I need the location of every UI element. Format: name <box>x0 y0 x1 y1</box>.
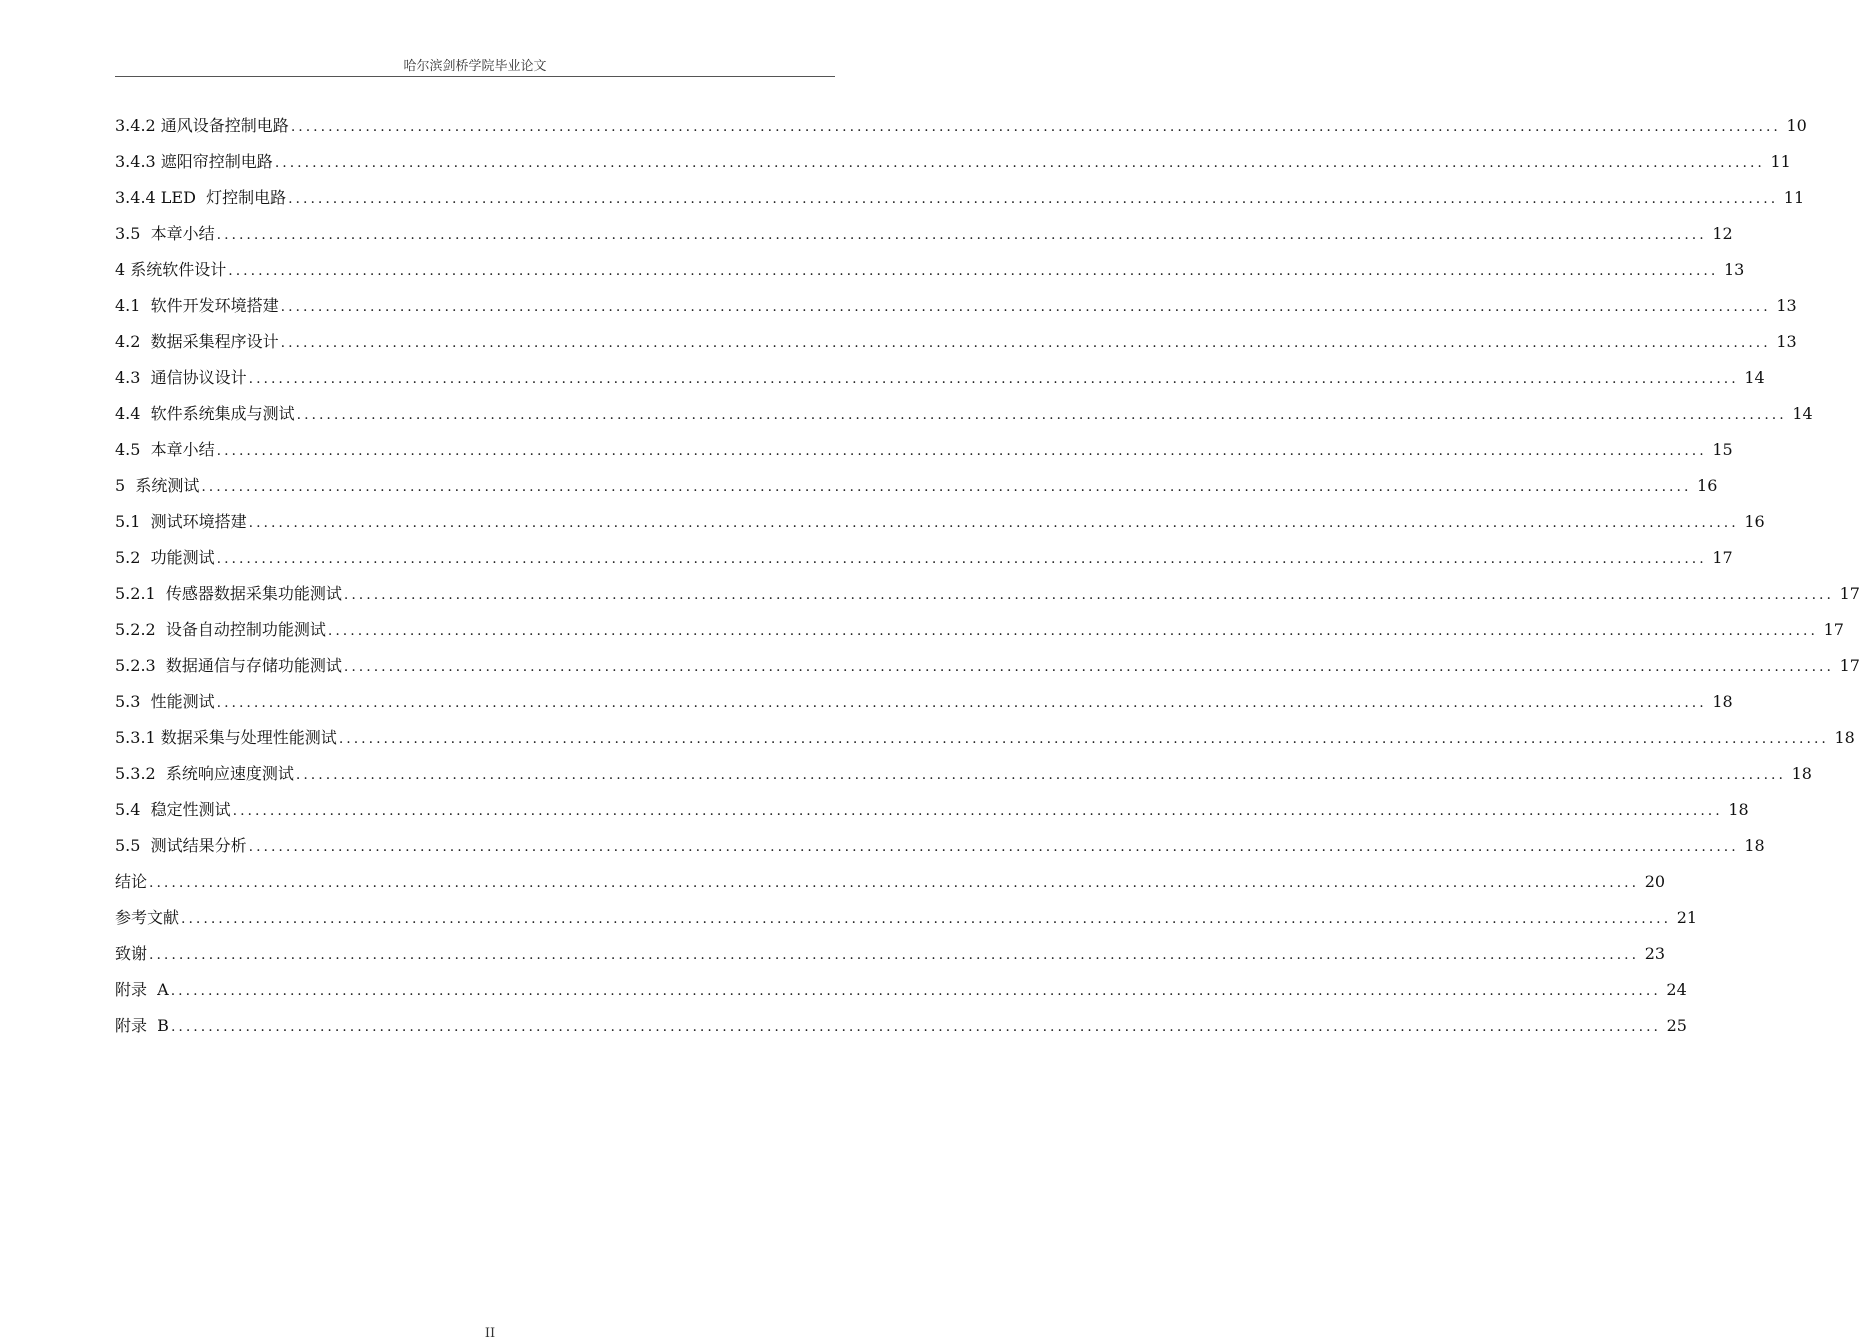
toc-dot-leader: ........................................................................................................................................................................................................ <box>327 623 1818 639</box>
toc-entry-page: 17 <box>1839 584 1860 603</box>
toc-entry-title: 5 系统测试 <box>115 476 200 495</box>
toc-entry-title: 5.5 测试结果分析 <box>115 836 247 855</box>
toc-entry[interactable] <box>115 900 1698 936</box>
toc-entry-title: 附录 B <box>115 1016 169 1035</box>
toc-entry-title: 5.2.3 数据通信与存储功能测试 <box>115 656 342 675</box>
toc-entry-page: 18 <box>1712 692 1733 711</box>
toc-entry-title: 3.5 本章小结 <box>115 224 215 243</box>
toc-dot-leader: ........................................................................................................................................................................................................ <box>149 875 1640 891</box>
toc-entry-title: 3.4.2 通风设备控制电路 <box>115 116 289 135</box>
toc-entry[interactable] <box>115 504 1765 540</box>
toc-entry-title: 5.4 稳定性测试 <box>115 800 231 819</box>
toc-entry-title: 参考文献 <box>115 908 180 927</box>
toc-entry-page: 13 <box>1776 332 1797 351</box>
toc-entry-page: 13 <box>1776 296 1797 315</box>
toc-entry-page: 20 <box>1644 872 1666 891</box>
toc-dot-leader: ........................................................................................................................................................................................................ <box>170 983 1661 999</box>
toc-entry-page: 17 <box>1839 656 1860 675</box>
toc-entry-page: 18 <box>1834 728 1855 747</box>
toc-entry-title: 5.2 功能测试 <box>115 548 215 567</box>
toc-entry[interactable] <box>115 108 1807 144</box>
toc-entry[interactable] <box>115 540 1733 576</box>
toc-dot-leader: ........................................................................................................................................................................................................ <box>232 803 1723 819</box>
toc-entry-page: 23 <box>1644 944 1666 963</box>
toc-entry-title: 4.4 软件系统集成与测试 <box>115 404 295 423</box>
toc-entry-page: 13 <box>1723 260 1745 279</box>
toc-entry-page: 16 <box>1697 476 1718 495</box>
toc-dot-leader: ........................................................................................................................................................................................................ <box>274 155 1765 171</box>
toc-dot-leader: ........................................................................................................................................................................................................ <box>343 659 1834 675</box>
toc-entry-title: 5.3.2 系统响应速度测试 <box>115 764 294 783</box>
toc-entry-title: 4.2 数据采集程序设计 <box>115 332 279 351</box>
header-rule <box>115 76 835 77</box>
toc-entry-page: 17 <box>1712 548 1733 567</box>
toc-entry[interactable] <box>115 648 1860 684</box>
toc-entry[interactable] <box>115 252 1745 288</box>
toc-dot-leader: ........................................................................................................................................................................................................ <box>248 515 1739 531</box>
toc-entry-page: 25 <box>1666 1016 1687 1035</box>
toc-dot-leader: ........................................................................................................................................................................................................ <box>228 263 1719 279</box>
toc-dot-leader: ........................................................................................................................................................................................................ <box>201 479 1692 495</box>
toc-entry-title: 5.2.2 设备自动控制功能测试 <box>115 620 326 639</box>
toc-entry-page: 16 <box>1744 512 1765 531</box>
toc-dot-leader: ........................................................................................................................................................................................................ <box>216 695 1707 711</box>
toc-entry[interactable] <box>115 684 1733 720</box>
toc-entry[interactable] <box>115 180 1805 216</box>
toc-entry-page: 18 <box>1728 800 1749 819</box>
toc-entry[interactable] <box>115 720 1855 756</box>
toc-dot-leader: ........................................................................................................................................................................................................ <box>248 839 1739 855</box>
toc-entry-title: 附录 A <box>115 980 169 999</box>
toc-entry-title: 3.4.3 遮阳帘控制电路 <box>115 152 273 171</box>
toc-dot-leader: ........................................................................................................................................................................................................ <box>280 335 1771 351</box>
toc-dot-leader: ........................................................................................................................................................................................................ <box>338 731 1829 747</box>
toc-entry-title: 4.1 软件开发环境搭建 <box>115 296 279 315</box>
toc-entry-title: 致谢 <box>115 944 148 963</box>
toc-entry-title: 4.3 通信协议设计 <box>115 368 247 387</box>
toc-dot-leader: ........................................................................................................................................................................................................ <box>343 587 1834 603</box>
toc-entry[interactable] <box>115 288 1797 324</box>
toc-entry[interactable] <box>115 936 1666 972</box>
toc-entry[interactable] <box>115 144 1791 180</box>
toc-entry-title: 5.1 测试环境搭建 <box>115 512 247 531</box>
toc-dot-leader: ........................................................................................................................................................................................................ <box>295 767 1786 783</box>
toc-entry-page: 18 <box>1744 836 1765 855</box>
toc-dot-leader: ........................................................................................................................................................................................................ <box>248 371 1739 387</box>
toc-entry-title: 3.4.4 LED 灯控制电路 <box>115 188 287 207</box>
toc-dot-leader: ........................................................................................................................................................................................................ <box>288 191 1779 207</box>
toc-entry-page: 11 <box>1770 152 1791 171</box>
toc-entry[interactable] <box>115 612 1844 648</box>
toc-entry[interactable] <box>115 972 1687 1008</box>
toc-entry-page: 10 <box>1786 116 1807 135</box>
toc-entry[interactable] <box>115 360 1765 396</box>
toc-dot-leader: ........................................................................................................................................................................................................ <box>170 1019 1661 1035</box>
toc-entry[interactable] <box>115 828 1765 864</box>
toc-dot-leader: ........................................................................................................................................................................................................ <box>216 551 1707 567</box>
toc-entry[interactable] <box>115 756 1812 792</box>
toc-dot-leader: ........................................................................................................................................................................................................ <box>181 911 1672 927</box>
toc-entry-page: 24 <box>1666 980 1687 999</box>
toc-entry-page: 11 <box>1783 188 1805 207</box>
toc-entry-title: 结论 <box>115 872 148 891</box>
toc-entry-page: 18 <box>1791 764 1812 783</box>
toc-entry-title: 5.3.1 数据采集与处理性能测试 <box>115 728 337 747</box>
toc-entry[interactable] <box>115 1008 1687 1044</box>
toc-entry[interactable] <box>115 396 1813 432</box>
toc-entry[interactable] <box>115 864 1666 900</box>
toc-entry-title: 5.3 性能测试 <box>115 692 215 711</box>
toc-entry-page: 12 <box>1712 224 1733 243</box>
toc-entry[interactable] <box>115 792 1749 828</box>
toc-dot-leader: ........................................................................................................................................................................................................ <box>149 947 1640 963</box>
toc-entry[interactable] <box>115 576 1860 612</box>
table-of-contents <box>115 108 1860 1044</box>
toc-entry-page: 17 <box>1823 620 1844 639</box>
toc-entry[interactable] <box>115 216 1733 252</box>
toc-entry-title: 5.2.1 传感器数据采集功能测试 <box>115 584 342 603</box>
toc-entry-page: 21 <box>1676 908 1698 927</box>
page-number: II <box>484 1326 496 1341</box>
toc-entry-title: 4 系统软件设计 <box>115 260 227 279</box>
toc-entry[interactable] <box>115 432 1733 468</box>
toc-entry-page: 15 <box>1712 440 1733 459</box>
toc-dot-leader: ........................................................................................................................................................................................................ <box>296 407 1787 423</box>
toc-dot-leader: ........................................................................................................................................................................................................ <box>280 299 1771 315</box>
toc-entry[interactable] <box>115 324 1797 360</box>
toc-dot-leader: ........................................................................................................................................................................................................ <box>216 443 1707 459</box>
toc-entry-page: 14 <box>1792 404 1813 423</box>
toc-entry[interactable] <box>115 468 1718 504</box>
running-header: 哈尔滨剑桥学院毕业论文 <box>403 59 547 74</box>
toc-dot-leader: ........................................................................................................................................................................................................ <box>216 227 1707 243</box>
toc-entry-page: 14 <box>1744 368 1765 387</box>
toc-dot-leader: ........................................................................................................................................................................................................ <box>290 119 1781 135</box>
toc-entry-title: 4.5 本章小结 <box>115 440 215 459</box>
